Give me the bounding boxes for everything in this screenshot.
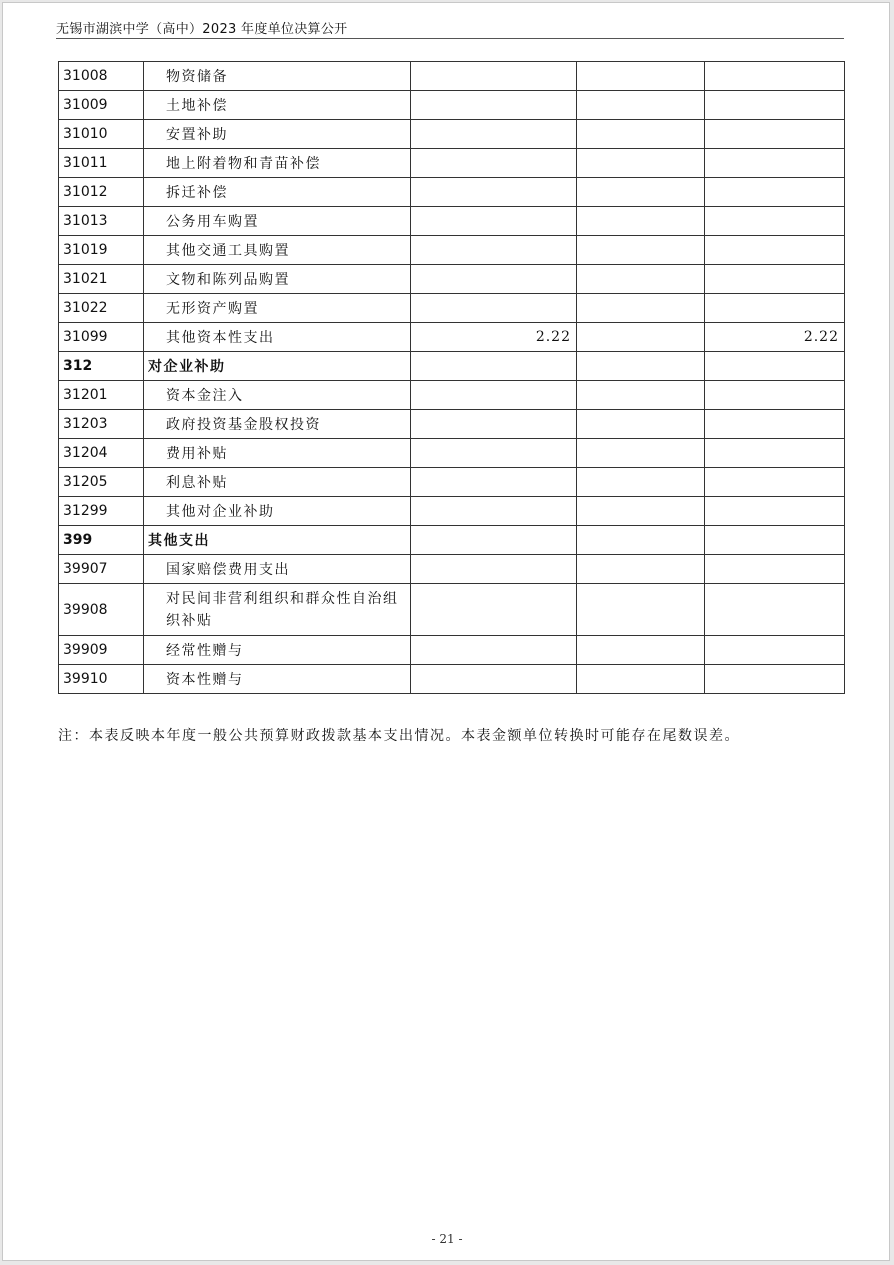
row-amount-personnel-cell [577, 294, 705, 323]
row-code-cell: 39909 [59, 636, 144, 665]
row-amount-public-cell [705, 62, 845, 91]
row-code-cell: 39908 [59, 584, 144, 636]
row-amount-personnel-cell [577, 665, 705, 694]
row-amount-total-cell [411, 265, 577, 294]
table-row [59, 584, 845, 636]
row-code-cell: 31203 [59, 410, 144, 439]
row-code-cell: 31299 [59, 497, 144, 526]
table-row [59, 323, 845, 352]
row-name-cell: 政府投资基金股权投资 [144, 410, 411, 439]
row-amount-total-cell [411, 178, 577, 207]
row-amount-personnel-cell [577, 381, 705, 410]
row-code-cell: 31009 [59, 91, 144, 120]
row-amount-public-cell [705, 207, 845, 236]
row-code-cell: 31204 [59, 439, 144, 468]
row-amount-public-cell [705, 381, 845, 410]
row-name-cell: 地上附着物和青苗补偿 [144, 149, 411, 178]
row-name-cell: 其他交通工具购置 [144, 236, 411, 265]
row-amount-personnel-cell [577, 207, 705, 236]
row-amount-public-cell [705, 120, 845, 149]
row-code-cell: 31011 [59, 149, 144, 178]
row-amount-total-cell [411, 665, 577, 694]
row-code-cell: 399 [59, 526, 144, 555]
table-row [59, 207, 845, 236]
row-name-cell: 利息补贴 [144, 468, 411, 497]
row-code-cell: 39910 [59, 665, 144, 694]
row-amount-public-cell [705, 526, 845, 555]
row-amount-public-cell [705, 665, 845, 694]
table-row [59, 665, 845, 694]
row-code-cell: 31008 [59, 62, 144, 91]
row-amount-personnel-cell [577, 439, 705, 468]
row-amount-public-cell [705, 584, 845, 636]
row-amount-personnel-cell [577, 352, 705, 381]
table-row [59, 526, 845, 555]
row-name-cell: 安置补助 [144, 120, 411, 149]
row-code-cell: 39907 [59, 555, 144, 584]
row-amount-total-cell [411, 149, 577, 178]
row-amount-public-cell [705, 178, 845, 207]
row-name-cell: 土地补偿 [144, 91, 411, 120]
document-page [2, 2, 890, 1261]
row-name-cell: 资本性赠与 [144, 665, 411, 694]
row-amount-personnel-cell [577, 91, 705, 120]
table-row [59, 439, 845, 468]
row-amount-total-cell: 2.22 [411, 323, 577, 352]
row-name-cell: 物资储备 [144, 62, 411, 91]
row-amount-personnel-cell [577, 62, 705, 91]
row-amount-public-cell [705, 555, 845, 584]
table-row [59, 410, 845, 439]
row-name-cell: 资本金注入 [144, 381, 411, 410]
row-code-cell: 31205 [59, 468, 144, 497]
row-amount-personnel-cell [577, 555, 705, 584]
row-code-cell: 31013 [59, 207, 144, 236]
table-row [59, 497, 845, 526]
row-amount-personnel-cell [577, 323, 705, 352]
row-amount-public-cell: 2.22 [705, 323, 845, 352]
row-code-cell: 31022 [59, 294, 144, 323]
table-row [59, 149, 845, 178]
row-amount-total-cell [411, 62, 577, 91]
row-amount-public-cell [705, 149, 845, 178]
table-row [59, 91, 845, 120]
row-code-cell: 31021 [59, 265, 144, 294]
table-row [59, 265, 845, 294]
row-name-cell: 其他支出 [144, 526, 411, 555]
row-amount-public-cell [705, 265, 845, 294]
row-name-cell: 公务用车购置 [144, 207, 411, 236]
table-row [59, 352, 845, 381]
table-row [59, 555, 845, 584]
row-amount-public-cell [705, 497, 845, 526]
row-amount-public-cell [705, 236, 845, 265]
page-number: - 21 - [431, 1232, 463, 1246]
row-amount-public-cell [705, 410, 845, 439]
row-code-cell: 31012 [59, 178, 144, 207]
table-row [59, 636, 845, 665]
row-amount-personnel-cell [577, 120, 705, 149]
row-amount-personnel-cell [577, 584, 705, 636]
row-code-cell: 31099 [59, 323, 144, 352]
row-amount-public-cell [705, 468, 845, 497]
row-amount-personnel-cell [577, 265, 705, 294]
row-name-cell: 费用补贴 [144, 439, 411, 468]
row-amount-public-cell [705, 636, 845, 665]
row-amount-total-cell [411, 294, 577, 323]
row-amount-total-cell [411, 207, 577, 236]
table-body [59, 62, 845, 694]
row-amount-public-cell [705, 439, 845, 468]
row-name-cell: 其他对企业补助 [144, 497, 411, 526]
row-amount-total-cell [411, 468, 577, 497]
row-name-cell: 对企业补助 [144, 352, 411, 381]
row-code-cell: 31010 [59, 120, 144, 149]
page-header-title: 无锡市湖滨中学（高中）2023 年度单位决算公开 [56, 22, 348, 37]
row-amount-total-cell [411, 584, 577, 636]
row-amount-personnel-cell [577, 178, 705, 207]
row-amount-public-cell [705, 294, 845, 323]
row-amount-personnel-cell [577, 497, 705, 526]
row-name-cell: 拆迁补偿 [144, 178, 411, 207]
table-row [59, 236, 845, 265]
row-amount-total-cell [411, 120, 577, 149]
row-amount-personnel-cell [577, 636, 705, 665]
table-row [59, 294, 845, 323]
row-amount-total-cell [411, 526, 577, 555]
row-name-cell: 经常性赠与 [144, 636, 411, 665]
row-code-cell: 31201 [59, 381, 144, 410]
row-amount-personnel-cell [577, 526, 705, 555]
table-row [59, 178, 845, 207]
table-row [59, 468, 845, 497]
row-name-cell: 无形资产购置 [144, 294, 411, 323]
row-amount-personnel-cell [577, 468, 705, 497]
row-amount-personnel-cell [577, 410, 705, 439]
row-name-cell: 国家赔偿费用支出 [144, 555, 411, 584]
row-amount-public-cell [705, 352, 845, 381]
row-amount-total-cell [411, 439, 577, 468]
row-amount-total-cell [411, 497, 577, 526]
row-code-cell: 31019 [59, 236, 144, 265]
table-row [59, 381, 845, 410]
row-name-cell: 文物和陈列品购置 [144, 265, 411, 294]
header-divider [56, 38, 844, 39]
row-amount-total-cell [411, 381, 577, 410]
row-code-cell: 312 [59, 352, 144, 381]
expenditure-table [58, 61, 845, 694]
row-amount-personnel-cell [577, 236, 705, 265]
table-note: 注：本表反映本年度一般公共预算财政拨款基本支出情况。本表金额单位转换时可能存在尾数误差。 [58, 728, 740, 744]
table-row [59, 62, 845, 91]
row-amount-total-cell [411, 410, 577, 439]
row-amount-total-cell [411, 636, 577, 665]
row-name-cell: 对民间非营利组织和群众性自治组织补贴 [144, 584, 411, 636]
table-row [59, 120, 845, 149]
row-amount-personnel-cell [577, 149, 705, 178]
row-amount-total-cell [411, 555, 577, 584]
row-amount-total-cell [411, 91, 577, 120]
row-amount-public-cell [705, 91, 845, 120]
row-amount-total-cell [411, 236, 577, 265]
row-amount-total-cell [411, 352, 577, 381]
row-name-cell: 其他资本性支出 [144, 323, 411, 352]
